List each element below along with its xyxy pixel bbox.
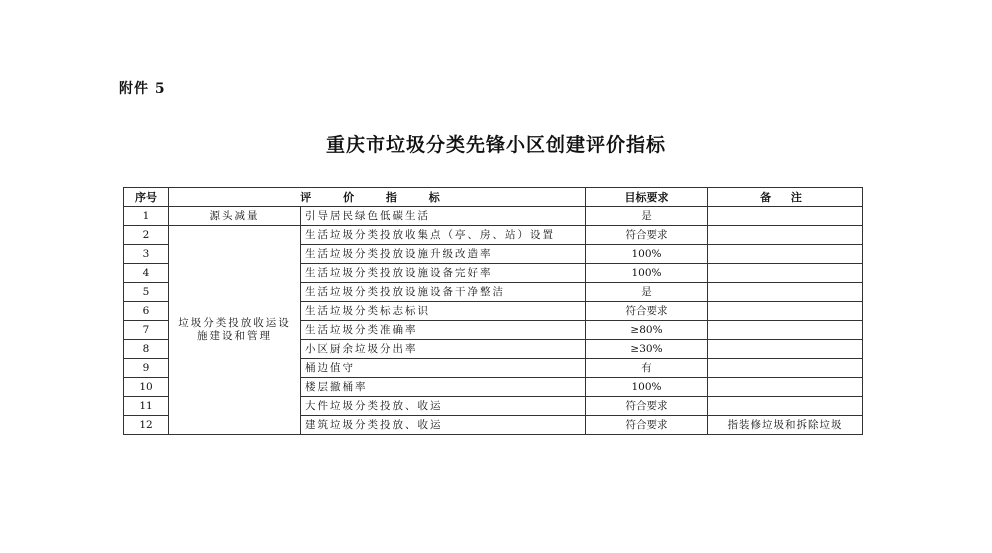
row-number: 1 <box>124 207 169 226</box>
indicator-cell: 大件垃圾分类投放、收运 <box>301 397 586 416</box>
row-number: 5 <box>124 283 169 302</box>
note-cell <box>708 359 863 378</box>
category-source-reduction: 源头减量 <box>169 207 301 226</box>
note-cell <box>708 264 863 283</box>
note-cell <box>708 302 863 321</box>
indicator-cell: 生活垃圾分类准确率 <box>301 321 586 340</box>
row-number: 4 <box>124 264 169 283</box>
note-cell: 指装修垃圾和拆除垃圾 <box>708 416 863 435</box>
indicator-cell: 生活垃圾分类投放设施升级改造率 <box>301 245 586 264</box>
note-cell <box>708 397 863 416</box>
row-number: 11 <box>124 397 169 416</box>
row-number: 6 <box>124 302 169 321</box>
evaluation-table <box>123 187 863 435</box>
target-cell: 符合要求 <box>586 397 708 416</box>
indicator-cell: 生活垃圾分类投放收集点（亭、房、站）设置 <box>301 226 586 245</box>
target-cell: ≥30% <box>586 340 708 359</box>
col-header-indicator: 评 价 指 标 <box>169 188 586 207</box>
target-cell: 是 <box>586 283 708 302</box>
indicator-cell: 建筑垃圾分类投放、收运 <box>301 416 586 435</box>
note-cell <box>708 245 863 264</box>
indicator-cell: 生活垃圾分类投放设施设备干净整洁 <box>301 283 586 302</box>
indicator-cell: 小区厨余垃圾分出率 <box>301 340 586 359</box>
table-header-row <box>124 188 863 207</box>
row-number: 2 <box>124 226 169 245</box>
note-cell <box>708 340 863 359</box>
target-cell: ≥80% <box>586 321 708 340</box>
table-row <box>124 207 863 226</box>
target-cell: 符合要求 <box>586 302 708 321</box>
note-cell <box>708 283 863 302</box>
indicator-cell: 桶边值守 <box>301 359 586 378</box>
indicator-cell: 楼层撤桶率 <box>301 378 586 397</box>
target-cell: 100% <box>586 378 708 397</box>
note-cell <box>708 226 863 245</box>
target-cell: 符合要求 <box>586 416 708 435</box>
target-cell: 是 <box>586 207 708 226</box>
indicator-cell: 引导居民绿色低碳生活 <box>301 207 586 226</box>
row-number: 12 <box>124 416 169 435</box>
row-number: 7 <box>124 321 169 340</box>
col-header-no: 序号 <box>124 188 169 207</box>
target-cell: 100% <box>586 264 708 283</box>
note-cell <box>708 207 863 226</box>
row-number: 8 <box>124 340 169 359</box>
attachment-label: 附件 5 <box>119 81 166 97</box>
col-header-note: 备 注 <box>708 188 863 207</box>
row-number: 10 <box>124 378 169 397</box>
note-cell <box>708 378 863 397</box>
indicator-cell: 生活垃圾分类投放设施设备完好率 <box>301 264 586 283</box>
category-facility-management: 垃圾分类投放收运设施建设和管理 <box>169 226 301 435</box>
col-header-target: 目标要求 <box>586 188 708 207</box>
table-row <box>124 226 863 245</box>
row-number: 3 <box>124 245 169 264</box>
row-number: 9 <box>124 359 169 378</box>
target-cell: 有 <box>586 359 708 378</box>
target-cell: 符合要求 <box>586 226 708 245</box>
note-cell <box>708 321 863 340</box>
target-cell: 100% <box>586 245 708 264</box>
document-title: 重庆市垃圾分类先锋小区创建评价指标 <box>325 134 666 156</box>
indicator-cell: 生活垃圾分类标志标识 <box>301 302 586 321</box>
